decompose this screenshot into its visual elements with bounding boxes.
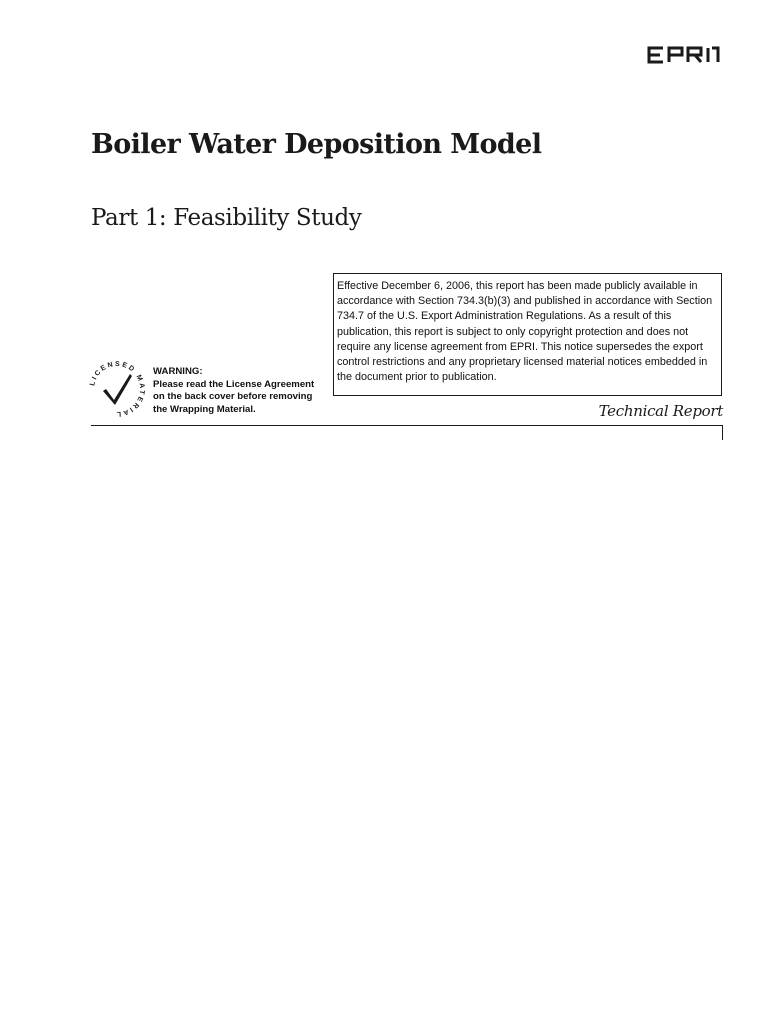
epri-logo <box>646 44 726 66</box>
license-warning <box>153 366 328 416</box>
vertical-divider <box>722 425 723 440</box>
horizontal-divider <box>91 425 723 426</box>
report-type-label: Technical Report <box>598 402 723 420</box>
public-availability-notice <box>333 273 722 396</box>
document-subtitle: Part 1: Feasibility Study <box>91 205 362 231</box>
licensed-material-seal-icon <box>86 358 148 420</box>
svg-text:LICENSED MATERIAL: LICENSED MATERIAL <box>89 360 146 418</box>
warning-text: Please read the License Agreement on the back cover before removing the Wrapping Material. <box>153 378 315 415</box>
notice-text: Effective December 6, 2006, this report has been made publicly available in accordance with Section 734.3(b)(3) and published in accordance with Section 734.7 of the U.S. Export Administration Regulations. As a result of this publication, this report is subject to only copyright protection and does not require any license agreement from EPRI. This notice supersedes the export control restrictions and any proprietary licensed material notices embedded in the document prior to publication. <box>337 280 713 384</box>
document-title: Boiler Water Deposition Model <box>91 129 542 160</box>
warning-heading: WARNING: <box>153 366 203 377</box>
